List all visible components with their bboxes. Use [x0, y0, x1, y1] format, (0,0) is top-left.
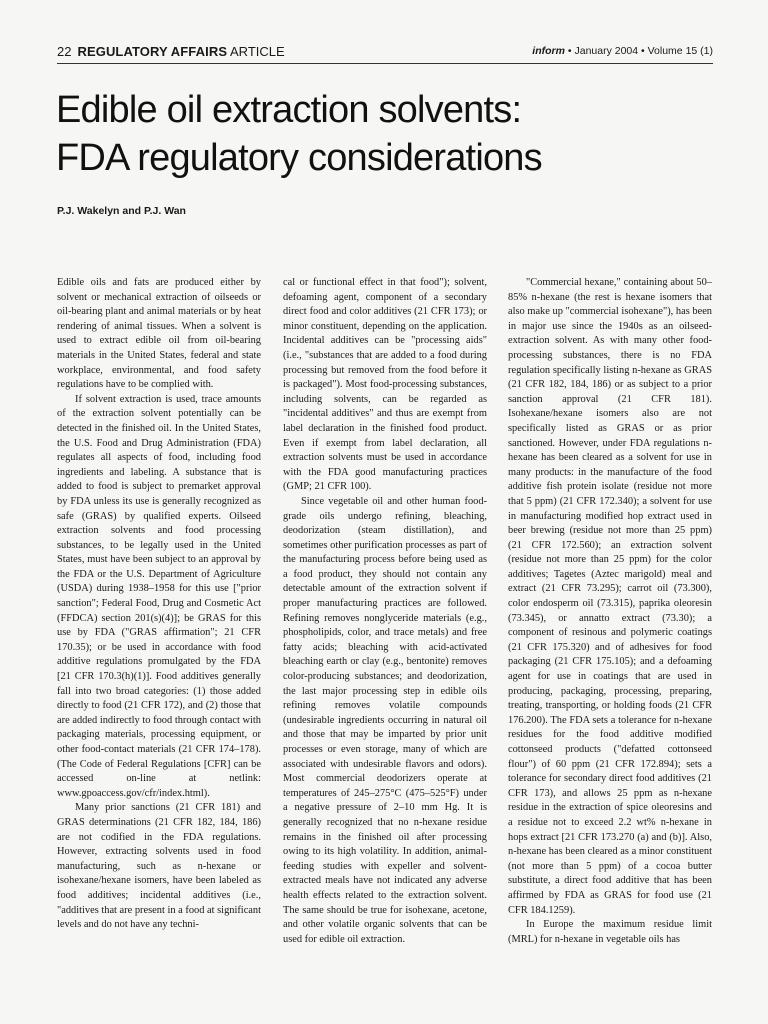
paragraph: In Europe the maximum residue limit (MRL) for n-hexane in vegetable oils has	[508, 919, 712, 945]
header-left	[57, 44, 285, 59]
paragraph: Many prior sanctions (21 CFR 181) and GRAS determinations (21 CFR 182, 184, 186) are not codified in the FDA regulations. However, extracting solvents used in food manufacturing, such as n-hexane or isohexane/hexane isomers, have been labeled as food additives; incidental additives (i.e., "additives that are present in a food at significant levels and do not have any techni-	[57, 802, 261, 931]
header-right	[532, 45, 713, 57]
magazine-name: inform	[532, 45, 565, 57]
article-label: ARTICLE	[230, 44, 285, 59]
issue-info: • January 2004 • Volume 15 (1)	[567, 45, 713, 57]
paragraph: Edible oils and fats are produced either by solvent or mechanical extraction of oilseeds or oil-bearing plant and animal materials or by heat rendering of animal tissues. When a solvent is used to extract edible oil from oil-bearing materials in the United States, federal and state workplace, environmental, and food safety regulations have to be complied with.	[57, 277, 261, 391]
paragraph: cal or functional effect in that food"); solvent, defoaming agent, component of a secondary direct food and color additives (21 CFR 173); or minor constituent, depending on the application. Incidental additives can be "processing aids" (i.e., "substances that are added to a food during processing but removed from the food before it is packaged"). Most food-processing substances, including solvents, can be regarded as "incidental additives" and thus are exempt from label declaration in the finished food product. Even if exempt from label declaration, all extraction solvents must be used in accordance with the FDA good manufacturing practices (GMP; 21 CFR 100).	[283, 277, 487, 493]
byline: P.J. Wakelyn and P.J. Wan	[57, 205, 186, 217]
title-line-2: FDA regulatory considerations	[56, 137, 542, 179]
page-number: 22	[57, 44, 72, 59]
paragraph: Since vegetable oil and other human food-grade oils undergo refining, bleaching, deodorization (steam distillation), and sometimes other purification processes as part of the manufacturing process before being used as a food product, they should not contain any detectable amount of the extraction solvent if proper manufacturing practices are followed. Refining removes nonglyceride materials (e.g., phospholipids, color, and trace metals) and free fatty acids; bleaching with acid-activated bleaching earth or clay (e.g., bentonite) removes color-producing substances; and deodorization, the last major processing step in edible oils refining removes volatile compounds (undesirable ingredients occurring in natural oil and those that may be imparted by prior unit processes or even storage, many of which are associated with undesirable flavors and odors). Most commercial deodorizers operate at temperatures of 245–275°C (475–525°F) under a negative pressure of 2–10 mm Hg. It is generally recognized that no n-hexane residue remains in the finished oil after processing owing to its high volatility. In addition, animal-feeding studies with expeller and solvent-extracted meals have not indicated any adverse health effects related to the extraction solvent. The same should be true for isohexane, acetone, and other volatile organic solvents that can be used for edible oil extraction.	[283, 495, 487, 945]
header-rule	[57, 63, 713, 64]
article-title	[56, 86, 716, 182]
paragraph: "Commercial hexane," containing about 50–85% n-hexane (the rest is hexane isomers that also make up "commercial isohexane"), has been in major use since the 1940s as an oilseed-extraction solvent. As with many other food-processing substances, there is no FDA regulation specifically listing n-hexane as GRAS (21 CFR 182, 184, 186) or as subject to a prior sanction approval (21 CFR 181). Isohexane/hexane isomers also are not specifically listed as GRAS or as prior sanctioned. However, under FDA regulations n-hexane has been cleared as a solvent for use in many products: in the manufacture of the food additive fish protein isolate (residue not more that 5 ppm) (21 CFR 172.340); a solvent for use in manufacturing modified hop extract used in beer brewing (residue not more than 25 ppm) (21 CFR 172.560); an extraction solvent (residue not more than 25 ppm) for the color additives; Tagetes (Aztec marigold) meal and extract (21 CFR 73.295); carrot oil (73.300), color endosperm oil (73.315), paprika oleoresin (73.345), or annatto extract (73.30); a component of resinous and polymeric coatings (21 CFR 175.320) and of adhesives for food packaging (21 CFR 175.105); and a defoaming agent for use in coatings that are used in producing, packaging, processing, preparing, treating, transporting, or holding foods (21 CFR 176.200). The FDA sets a tolerance for n-hexane residues for the food additive modified cottonseed products ("defatted cottonseed flour") of 60 ppm (21 CFR 172.894); sets a tolerance for secondary direct food additives (21 CFR 173), and allows 25 ppm as n-hexane residue in the extraction of spice oleoresins and a residue not to exceed 2.2 wt% n-hexane in hops extract [21 CFR 173.270 (a) and (b)]. Also, n-hexane has been cleared as a minor constituent (not more than 5 ppm) of a cocoa butter substitute, a direct food additive that has been affirmed by FDA as GRAS for food use (21 CFR 184.1259).	[508, 277, 712, 916]
text-column-2	[283, 276, 487, 947]
paragraph: If solvent extraction is used, trace amounts of the extraction solvent potentially can be detected in the finished oil. In the United States, the U.S. Food and Drug Administration (FDA) regulates all aspects of food, including food ingredients and labeling. A substance that is added to food is subject to premarket approval by FDA unless its use is generally recognized as safe (GRAS) by qualified experts. Oilseed extraction solvents and food processing substances, to be legally used in the United States, must have been subject to an approval by the FDA or the U.S. Department of Agriculture (USDA) during 1938–1958 for this use ["prior sanction"; Federal Food, Drug and Cosmetic Act (FFDCA) section 201(s)(4)]; be GRAS for this use by FDA ("GRAS affirmation"; 21 CFR 170.35); or be used in accordance with food additive regulations promulgated by the FDA [21 CFR 170.3(h)(1)]. Food additives generally fall into two broad categories: (1) those added directly to food (21 CFR 172), and (2) those that are added indirectly to food through contact with packaging materials, processing equipment, or other food-contact materials (21 CFR 174–178). (The Code of Federal Regulations [CFR] can be accessed on-line at netlink: www.gpoaccess.gov/cfr/index.html).	[57, 393, 261, 799]
text-column-3	[508, 276, 712, 947]
text-column-1	[57, 276, 261, 933]
page-header	[57, 44, 713, 62]
section-label: REGULATORY AFFAIRS	[77, 44, 228, 59]
title-line-1: Edible oil extraction solvents:	[56, 89, 522, 131]
